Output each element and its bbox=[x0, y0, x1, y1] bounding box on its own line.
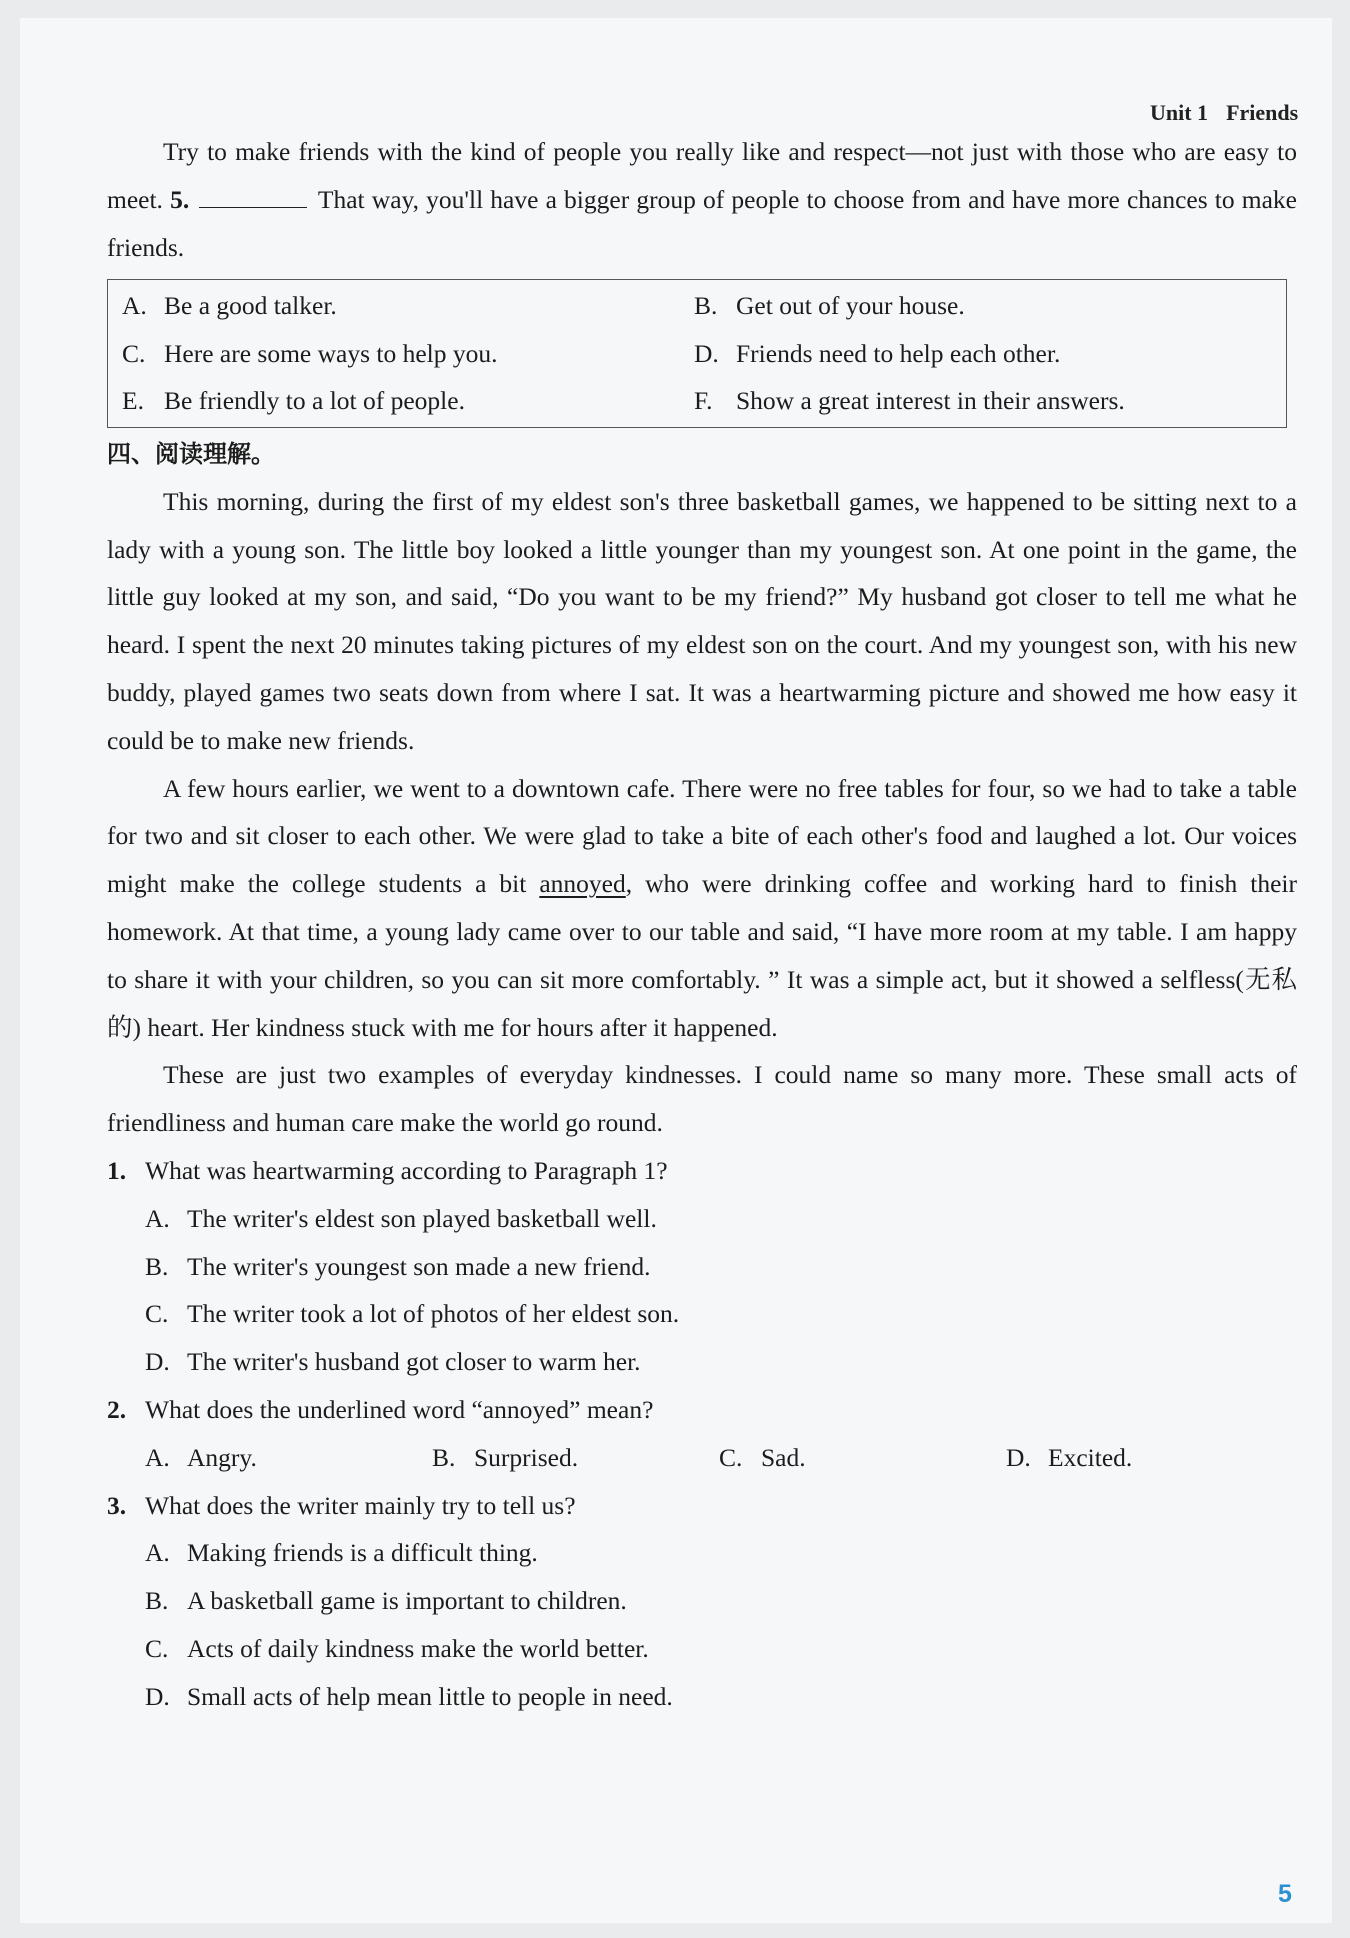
question-1-choice-a[interactable] bbox=[107, 1195, 1297, 1243]
question-text: What was heartwarming according to Paragraph 1? bbox=[145, 1156, 668, 1186]
choice-text: Excited. bbox=[1048, 1442, 1133, 1472]
choice-text: The writer's husband got closer to warm her. bbox=[187, 1347, 641, 1377]
page-number: 5 bbox=[1278, 1880, 1292, 1908]
question-3-choice-d[interactable] bbox=[107, 1673, 1297, 1721]
unit-title: Friends bbox=[1226, 100, 1299, 125]
choice-text: A basketball game is important to children. bbox=[187, 1586, 627, 1616]
choice-letter: D. bbox=[145, 1347, 170, 1377]
question-3-choice-a[interactable] bbox=[107, 1529, 1297, 1577]
choice-text: The writer took a lot of photos of her eldest son. bbox=[187, 1299, 680, 1329]
option-e bbox=[122, 377, 694, 425]
question-number: 1. bbox=[107, 1156, 127, 1186]
choice-letter: A. bbox=[145, 1442, 170, 1472]
question-2-choice-d[interactable] bbox=[1006, 1434, 1293, 1482]
choice-letter: D. bbox=[145, 1681, 170, 1711]
option-f bbox=[694, 377, 1286, 425]
paragraph-text: , who were drinking coffee and working hard to finish their homework. At that time, a young lady came over to our table and said, “I have more room at my table. I am happy to share it with your children, so you can sit more comfortably. ” It was a simple act, but it showed a selfless(无私的) heart. Her kindness stuck with me for hours after it happened. bbox=[107, 869, 1297, 1042]
intro-text-before: Try to make friends with the kind of people you really like and respect—not just with those who are easy to meet. bbox=[107, 137, 1297, 214]
question-text: What does the underlined word “annoyed” mean? bbox=[145, 1395, 654, 1425]
choice-letter: A. bbox=[145, 1203, 170, 1233]
options-box bbox=[107, 279, 1287, 428]
passage-paragraph-1: This morning, during the first of my eldest son's three basketball games, we happened to be sitting next to a lady with a young son. The little boy looked a little younger than my youngest son. At one point in the game, the little guy looked at my son, and said, “Do you want to be my friend?” My husband got closer to tell me what he heard. I spent the next 20 minutes taking pictures of my eldest son on the court. And my youngest son, with his new buddy, played games two seats down from where I sat. It was a heartwarming picture and showed me how easy it could be to make new friends. bbox=[107, 486, 1297, 755]
question-2-choices bbox=[107, 1434, 1297, 1482]
question-3 bbox=[107, 1482, 1297, 1530]
page-content bbox=[107, 128, 1297, 1721]
option-letter: C. bbox=[122, 338, 146, 368]
question-1-choice-c[interactable] bbox=[107, 1290, 1297, 1338]
question-1-choice-b[interactable] bbox=[107, 1243, 1297, 1291]
question-number: 2. bbox=[107, 1395, 127, 1425]
choice-letter: C. bbox=[719, 1442, 743, 1472]
choice-text: Surprised. bbox=[474, 1442, 579, 1472]
option-text: Be a good talker. bbox=[164, 291, 337, 321]
choice-letter: C. bbox=[145, 1634, 169, 1664]
question-number: 3. bbox=[107, 1490, 127, 1520]
answer-blank[interactable] bbox=[199, 185, 307, 208]
option-c bbox=[122, 330, 694, 378]
choice-text: Angry. bbox=[187, 1442, 257, 1472]
blank-number: 5. bbox=[170, 184, 190, 214]
option-letter: B. bbox=[694, 291, 718, 321]
question-1 bbox=[107, 1147, 1297, 1195]
section-title: 四、阅读理解。 bbox=[107, 439, 275, 468]
option-d bbox=[694, 330, 1286, 378]
choice-text: Sad. bbox=[761, 1442, 806, 1472]
option-letter: D. bbox=[694, 338, 719, 368]
page-header bbox=[1150, 100, 1298, 126]
intro-text-after: That way, you'll have a bigger group of people to choose from and have more chances to make friends. bbox=[107, 184, 1297, 262]
question-2-choice-c[interactable] bbox=[719, 1434, 1006, 1482]
question-2 bbox=[107, 1386, 1297, 1434]
passage-paragraph-2 bbox=[107, 765, 1297, 1052]
option-text: Friends need to help each other. bbox=[736, 338, 1061, 368]
choice-text: Acts of daily kindness make the world better. bbox=[187, 1634, 649, 1664]
choice-text: The writer's youngest son made a new friend. bbox=[187, 1251, 651, 1281]
option-letter: A. bbox=[122, 291, 147, 321]
choice-letter: B. bbox=[145, 1586, 169, 1616]
option-b bbox=[694, 282, 1286, 330]
question-3-choice-b[interactable] bbox=[107, 1577, 1297, 1625]
question-2-choice-b[interactable] bbox=[432, 1434, 719, 1482]
paragraph-text: A few hours earlier, we went to a downtown cafe. There were no free tables for four, so we had to take a table for two and sit closer to each other. We were glad to take a bite of each other's food and laughed a lot. Our voices might make the college students a bit bbox=[107, 773, 1297, 899]
option-text: Here are some ways to help you. bbox=[164, 338, 498, 368]
choice-text: The writer's eldest son played basketball well. bbox=[187, 1203, 657, 1233]
option-letter: E. bbox=[122, 386, 144, 416]
option-text: Get out of your house. bbox=[736, 291, 965, 321]
question-3-choice-c[interactable] bbox=[107, 1625, 1297, 1673]
underlined-word: annoyed bbox=[539, 869, 626, 899]
choice-text: Making friends is a difficult thing. bbox=[187, 1538, 538, 1568]
choice-text: Small acts of help mean little to people in need. bbox=[187, 1681, 673, 1711]
question-text: What does the writer mainly try to tell us? bbox=[145, 1490, 576, 1520]
question-2-choice-a[interactable] bbox=[145, 1434, 432, 1482]
choice-letter: D. bbox=[1006, 1442, 1031, 1472]
passage-paragraph-3: These are just two examples of everyday kindnesses. I could name so many more. These small acts of friendliness and human care make the world go round. bbox=[107, 1060, 1297, 1138]
option-text: Be friendly to a lot of people. bbox=[164, 386, 465, 416]
option-a bbox=[122, 282, 694, 330]
question-1-choice-d[interactable] bbox=[107, 1338, 1297, 1386]
choice-letter: B. bbox=[145, 1251, 169, 1281]
option-letter: F. bbox=[694, 386, 713, 416]
option-text: Show a great interest in their answers. bbox=[736, 386, 1125, 416]
unit-label: Unit 1 bbox=[1150, 100, 1209, 125]
choice-letter: C. bbox=[145, 1299, 169, 1329]
choice-letter: A. bbox=[145, 1538, 170, 1568]
intro-paragraph bbox=[107, 128, 1297, 271]
choice-letter: B. bbox=[432, 1442, 456, 1472]
